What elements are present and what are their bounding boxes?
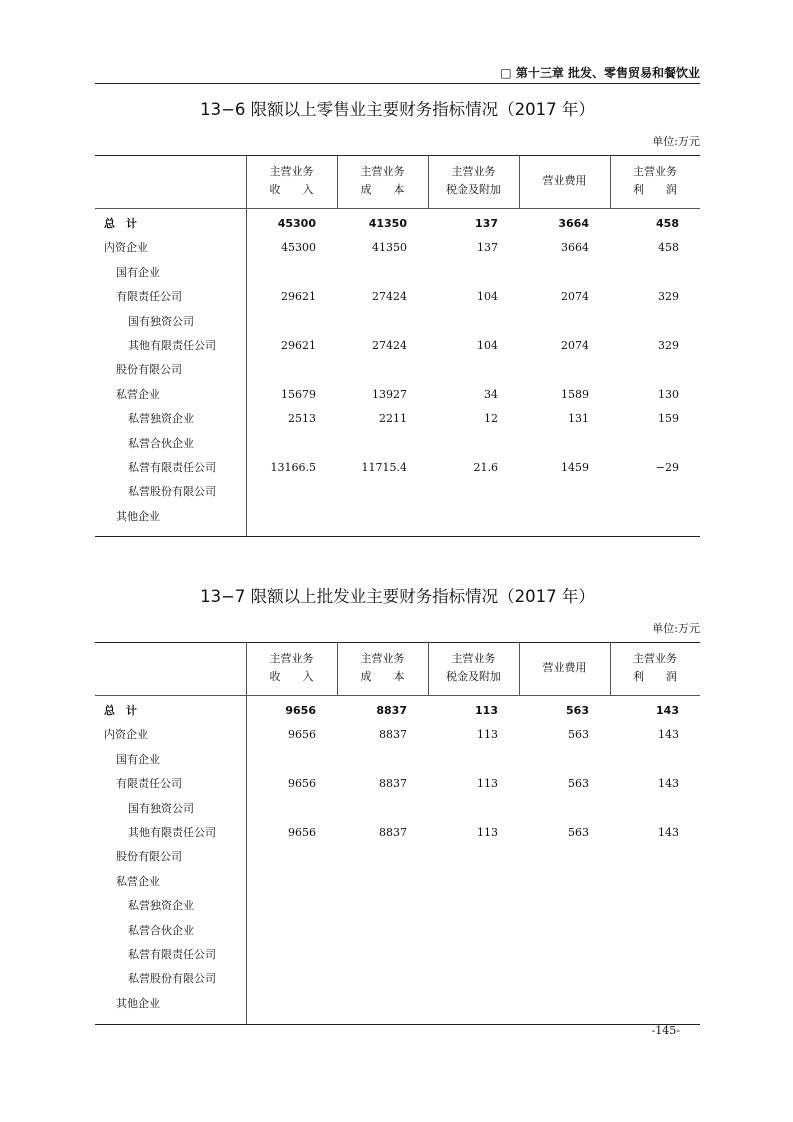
table-cell: 143 xyxy=(656,704,679,717)
table-bottom-rule xyxy=(95,536,700,537)
table-row xyxy=(95,432,700,456)
row-label: 私营有限责任公司 xyxy=(128,948,216,961)
column-header-line: 税金及附加 xyxy=(446,183,501,196)
column-header xyxy=(428,163,519,199)
table-row xyxy=(95,699,700,723)
row-label: 国有企业 xyxy=(116,265,160,279)
table-cell: 29621 xyxy=(281,290,316,304)
table-row xyxy=(95,894,700,918)
table-row xyxy=(95,358,700,382)
table-cell: 9656 xyxy=(285,704,316,717)
row-label: 私营独资企业 xyxy=(128,412,194,426)
table-cell: 563 xyxy=(568,777,589,791)
column-header-line: 主营业务 xyxy=(269,165,314,178)
row-label: 股份有限公司 xyxy=(116,850,182,864)
table-cell: 329 xyxy=(658,290,679,304)
table-cell: 8837 xyxy=(379,777,407,791)
table-cell: 104 xyxy=(477,339,498,352)
table-cell: 143 xyxy=(658,777,679,791)
table-cell: 458 xyxy=(658,241,679,255)
row-label: 私营股份有限公司 xyxy=(128,972,216,986)
table-cell: 137 xyxy=(477,241,498,255)
column-header xyxy=(246,650,337,686)
row-label: 私营股份有限公司 xyxy=(128,485,216,499)
table-cell: 21.6 xyxy=(473,461,498,474)
table-cell: 2513 xyxy=(288,412,316,426)
table-cell: 113 xyxy=(475,704,498,717)
column-header-line: 税金及附加 xyxy=(446,670,501,683)
table-row xyxy=(95,943,700,967)
column-header-line: 营业费用 xyxy=(542,174,587,187)
table-cell: 113 xyxy=(477,826,498,839)
unit-label-wholesale: 单位:万元 xyxy=(652,622,700,635)
header-bottom-rule xyxy=(95,208,700,209)
row-label: 其他企业 xyxy=(116,996,160,1010)
header-rule xyxy=(95,83,700,84)
table-cell: 9656 xyxy=(288,728,316,742)
row-label: 股份有限公司 xyxy=(116,363,182,377)
column-header-line: 成 本 xyxy=(360,183,405,196)
row-label: 私营企业 xyxy=(116,874,160,888)
row-label: 私营合伙企业 xyxy=(128,923,194,937)
column-header-line: 主营业务 xyxy=(633,652,677,665)
column-header xyxy=(428,650,519,686)
table-cell: 2074 xyxy=(561,290,589,304)
table-cell: 29621 xyxy=(281,339,316,352)
row-label: 其他有限责任公司 xyxy=(128,826,216,839)
row-label: 内资企业 xyxy=(104,241,148,255)
table-row xyxy=(95,334,700,358)
table-cell: 137 xyxy=(475,217,498,230)
table-cell: 13166.5 xyxy=(270,461,316,474)
table-cell: 2211 xyxy=(379,412,407,426)
table-row xyxy=(95,456,700,480)
row-label: 国有企业 xyxy=(116,752,160,766)
table-cell: 11715.4 xyxy=(361,461,407,474)
table-bottom-rule xyxy=(95,1024,700,1025)
table-title-retail: 13−6 限额以上零售业主要财务指标情况（2017 年） xyxy=(200,100,595,119)
table-cell: 8837 xyxy=(376,704,407,717)
table-cell: 3664 xyxy=(558,217,589,230)
row-label: 私营企业 xyxy=(116,387,160,401)
column-header-line: 利 润 xyxy=(633,670,677,683)
table-cell: 34 xyxy=(484,387,498,401)
table-row xyxy=(95,261,700,285)
table-cell: 113 xyxy=(477,728,498,742)
table-cell: 8837 xyxy=(379,728,407,742)
table-cell: −29 xyxy=(655,461,679,474)
row-label: 国有独资公司 xyxy=(128,314,194,328)
column-header xyxy=(337,163,428,199)
column-header xyxy=(610,650,700,686)
table-row xyxy=(95,967,700,991)
row-label: 有限责任公司 xyxy=(116,777,182,791)
column-header xyxy=(610,163,700,199)
table-row xyxy=(95,236,700,260)
table-row xyxy=(95,797,700,821)
row-label: 私营独资企业 xyxy=(128,899,194,913)
table-cell: 45300 xyxy=(277,217,316,230)
table-cell: 2074 xyxy=(561,339,589,352)
table-cell: 113 xyxy=(477,777,498,791)
table-cell: 563 xyxy=(568,826,589,839)
wholesale-finance-table xyxy=(95,642,700,1025)
table-cell: 13927 xyxy=(372,387,407,401)
row-label: 总 计 xyxy=(104,704,137,717)
table-row xyxy=(95,992,700,1016)
column-header-line: 主营业务 xyxy=(269,652,314,665)
column-header-line: 利 润 xyxy=(633,183,677,196)
column-header-line: 主营业务 xyxy=(360,165,405,178)
table-row xyxy=(95,285,700,309)
page-number: -145- xyxy=(651,1024,680,1037)
column-header-line: 主营业务 xyxy=(451,652,496,665)
row-label: 私营合伙企业 xyxy=(128,436,194,450)
table-row xyxy=(95,383,700,407)
table-row xyxy=(95,505,700,529)
table-cell: 458 xyxy=(656,217,679,230)
column-header-line: 主营业务 xyxy=(360,652,405,665)
column-header-line: 收 入 xyxy=(269,670,314,683)
table-cell: 159 xyxy=(658,412,679,426)
table-cell: 27424 xyxy=(372,290,407,304)
table-row xyxy=(95,821,700,845)
table-cell: 143 xyxy=(658,728,679,742)
table-cell: 15679 xyxy=(281,387,316,401)
table-cell: 8837 xyxy=(379,826,407,839)
table-cell: 104 xyxy=(477,290,498,304)
table-cell: 130 xyxy=(658,387,679,401)
column-header xyxy=(519,659,610,677)
table-cell: 12 xyxy=(484,412,498,426)
table-row xyxy=(95,310,700,334)
table-row xyxy=(95,845,700,869)
column-header-line: 营业费用 xyxy=(542,661,587,674)
row-label: 私营有限责任公司 xyxy=(128,461,216,474)
table-cell: 329 xyxy=(658,339,679,352)
table-cell: 9656 xyxy=(288,777,316,791)
header-bottom-rule xyxy=(95,695,700,696)
table-row xyxy=(95,480,700,504)
table-row xyxy=(95,748,700,772)
table-row xyxy=(95,919,700,943)
table-cell: 41350 xyxy=(372,241,407,255)
retail-finance-table xyxy=(95,155,700,537)
table-row xyxy=(95,723,700,747)
table-row xyxy=(95,212,700,236)
table-cell: 27424 xyxy=(372,339,407,352)
table-cell: 131 xyxy=(568,412,589,426)
table-cell: 41350 xyxy=(368,217,407,230)
column-header-line: 主营业务 xyxy=(451,165,496,178)
table-row xyxy=(95,870,700,894)
table-cell: 563 xyxy=(566,704,589,717)
column-header xyxy=(246,163,337,199)
chapter-header: □ 第十三章 批发、零售贸易和餐饮业 xyxy=(500,66,700,80)
row-label: 总 计 xyxy=(104,217,137,230)
table-cell: 1589 xyxy=(561,387,589,401)
table-cell: 45300 xyxy=(281,241,316,255)
column-header-line: 主营业务 xyxy=(633,165,677,178)
row-label: 其他企业 xyxy=(116,509,160,523)
unit-label-retail: 单位:万元 xyxy=(652,135,700,148)
table-row xyxy=(95,407,700,431)
column-header-line: 收 入 xyxy=(269,183,314,196)
row-label: 其他有限责任公司 xyxy=(128,339,216,352)
table-title-wholesale: 13−7 限额以上批发业主要财务指标情况（2017 年） xyxy=(200,587,595,606)
table-row xyxy=(95,772,700,796)
column-header xyxy=(337,650,428,686)
row-label: 内资企业 xyxy=(104,728,148,742)
table-cell: 9656 xyxy=(288,826,316,839)
table-cell: 3664 xyxy=(561,241,589,255)
row-label: 国有独资公司 xyxy=(128,801,194,815)
row-label: 有限责任公司 xyxy=(116,290,182,304)
column-header-line: 成 本 xyxy=(360,670,405,683)
table-cell: 563 xyxy=(568,728,589,742)
table-cell: 143 xyxy=(658,826,679,839)
table-cell: 1459 xyxy=(561,461,589,474)
column-header xyxy=(519,172,610,190)
